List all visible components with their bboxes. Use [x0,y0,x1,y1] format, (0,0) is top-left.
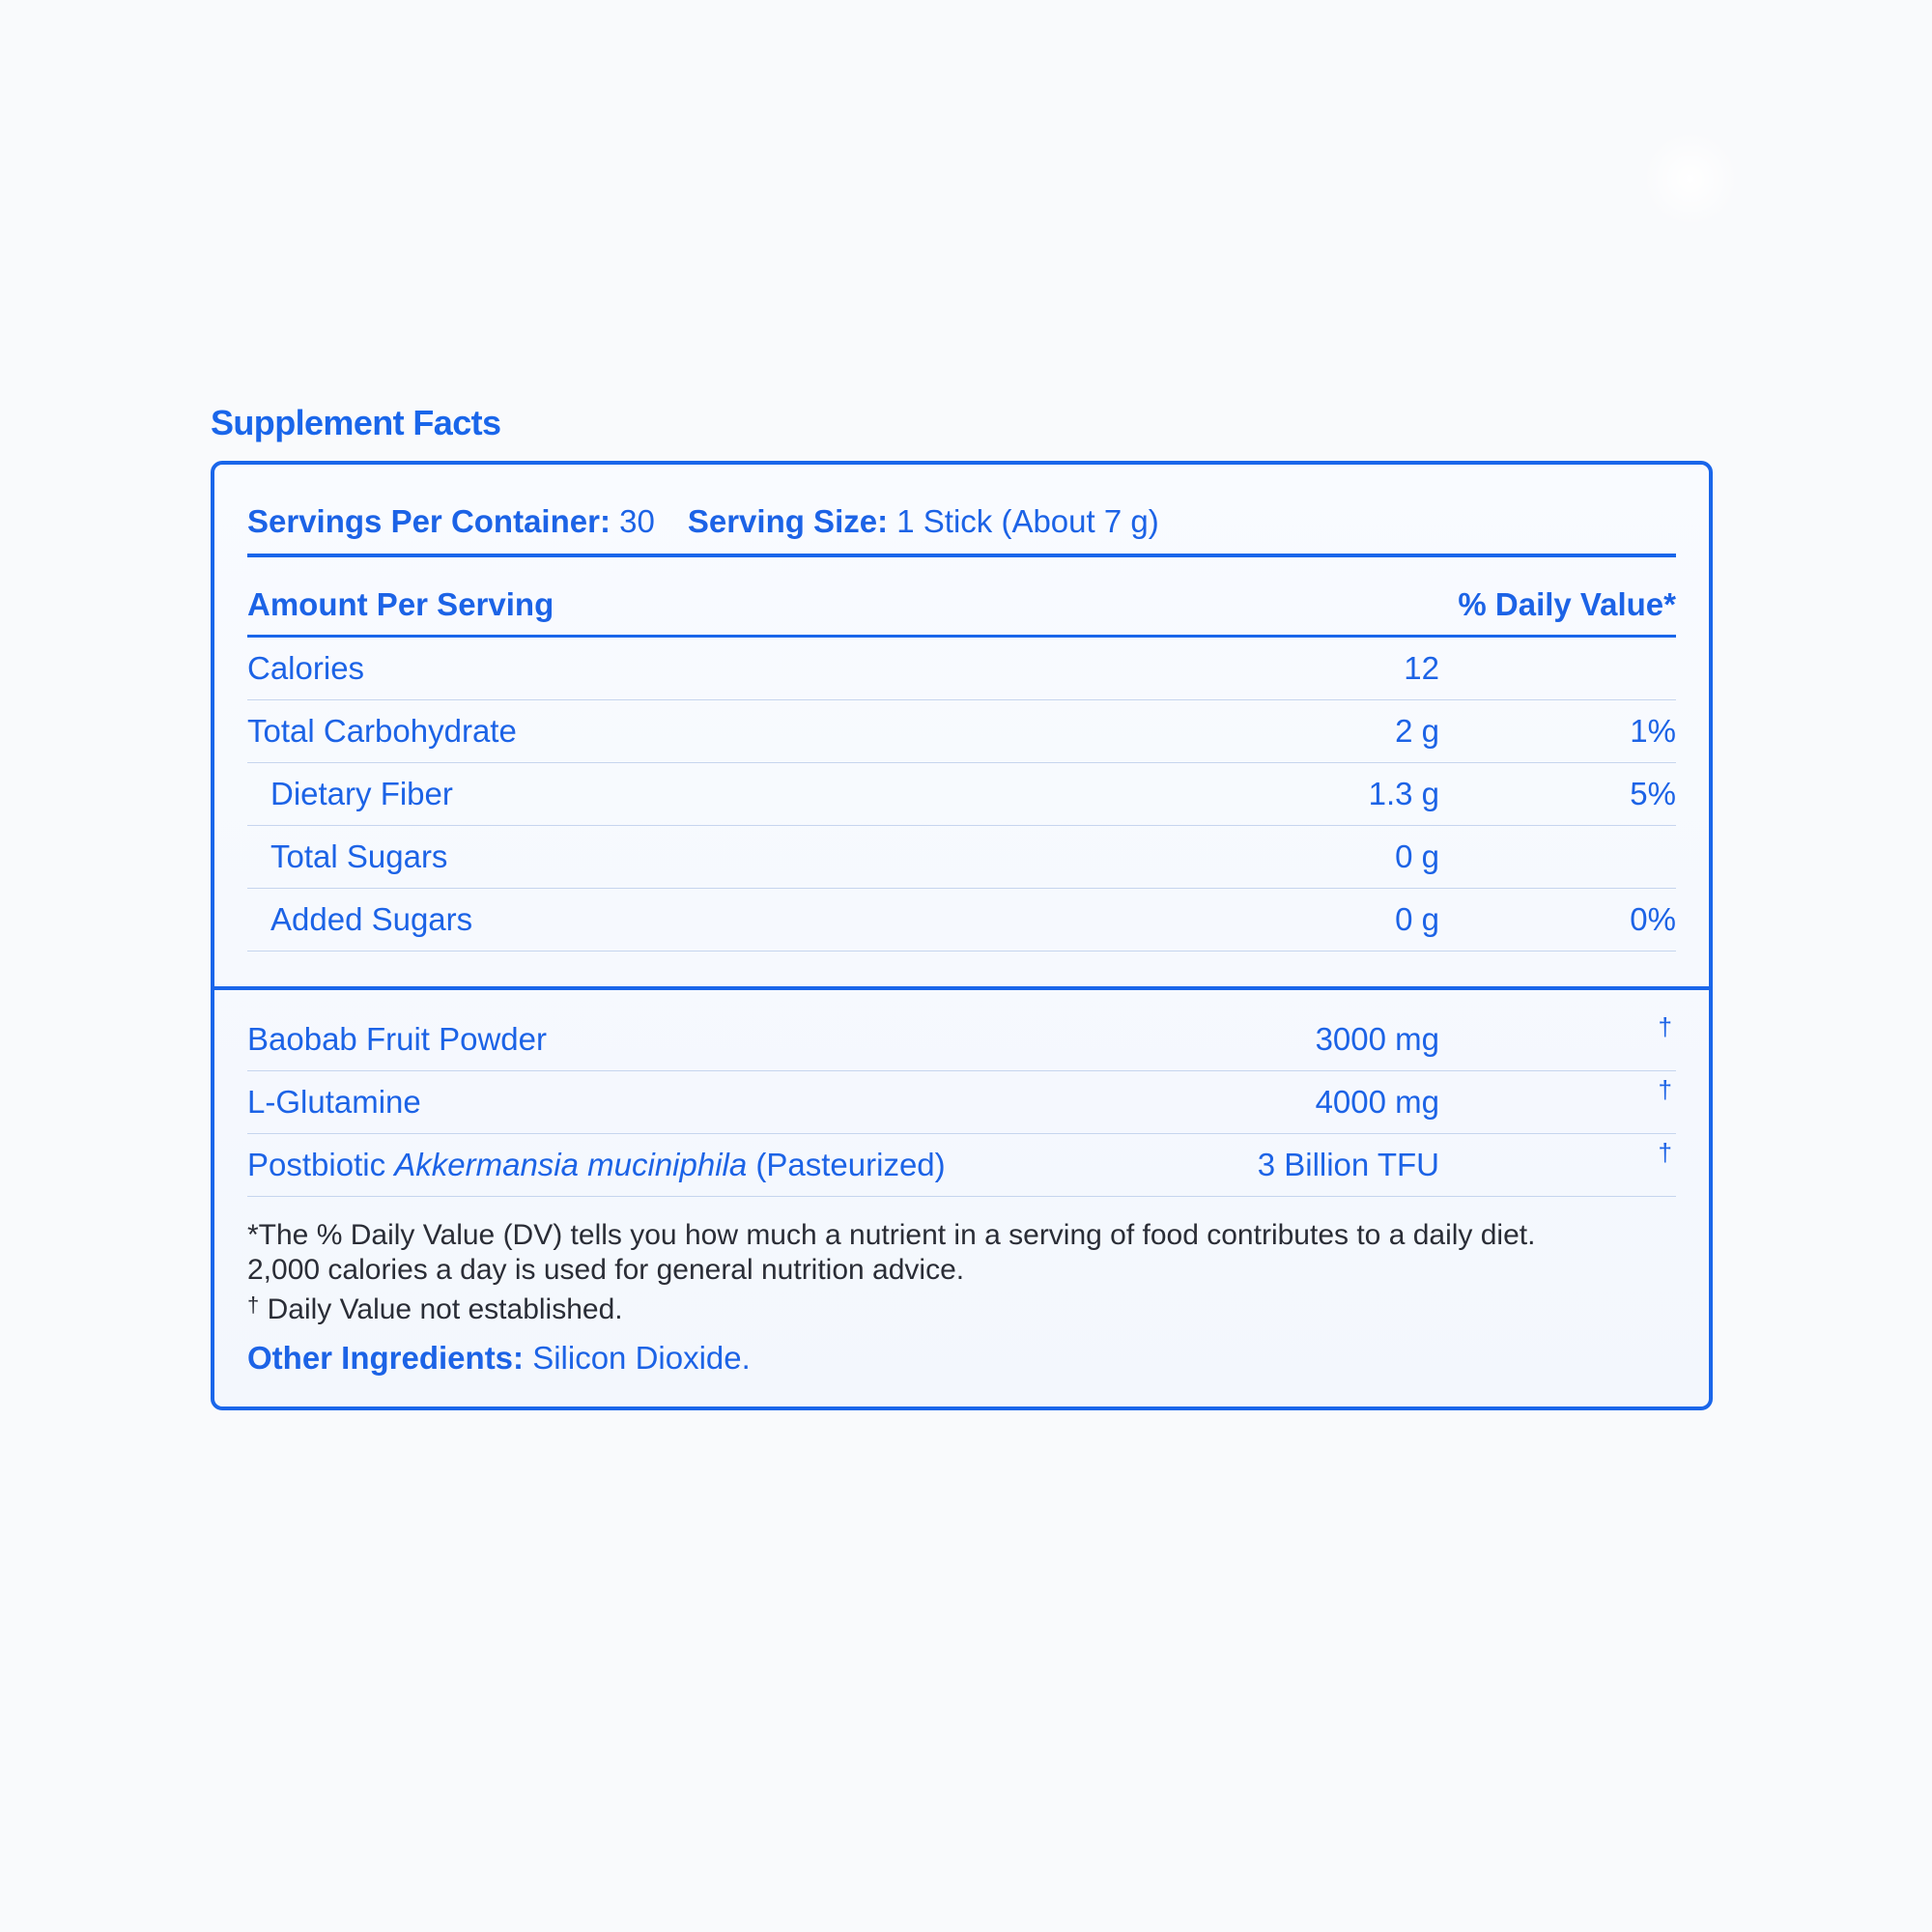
ingredient-amount: 4000 mg [1315,1084,1439,1120]
other-ingredients-label: Other Ingredients: [247,1340,525,1376]
background-glow [1642,130,1739,227]
nutrient-dv: 5% [1630,776,1676,811]
footnotes [247,1218,1676,1327]
serving-size-value: 1 Stick (About 7 g) [896,503,1159,539]
supplement-facts-panel [211,461,1713,1410]
nutrient-name: Total Carbohydrate [247,713,517,749]
footnote-dagger-text: Daily Value not established. [267,1293,623,1325]
nutrient-row-total-carbohydrate [247,700,1676,763]
nutrient-amount: 1.3 g [1368,776,1439,811]
footnote-dagger [247,1288,1676,1327]
nutrient-amount: 12 [1404,650,1439,686]
ingredient-row-postbiotic [247,1134,1676,1197]
ingredient-name-suffix: (Pasteurized) [755,1147,946,1182]
nutrient-amount: 0 g [1395,901,1439,937]
ingredient-name [247,1147,946,1183]
ingredient-name: Baobab Fruit Powder [247,1021,548,1057]
nutrient-name: Dietary Fiber [270,776,453,811]
dagger-mark: † [1658,1075,1672,1104]
dagger-mark: † [247,1293,260,1317]
ingredient-name-species: Akkermansia muciniphila [394,1147,748,1182]
nutrient-name: Calories [247,650,365,686]
ingredient-amount: 3000 mg [1315,1021,1439,1057]
other-ingredients-value: Silicon Dioxide. [532,1340,751,1376]
servings-per-container-label: Servings Per Container: [247,503,611,539]
serving-size-label: Serving Size: [687,503,889,539]
ingredient-row-baobab [247,1009,1676,1071]
divider-section [214,986,1709,990]
nutrient-row-total-sugars [247,826,1676,889]
nutrient-row-calories [247,638,1676,700]
footnote-dv: *The % Daily Value (DV) tells you how much a nutrient in a serving of food contributes to a daily diet. [247,1219,1536,1251]
divider-thick [247,554,1676,557]
ingredient-name: L-Glutamine [247,1084,421,1120]
nutrient-dv: 0% [1630,901,1676,937]
nutrient-row-dietary-fiber [247,763,1676,826]
ingredient-row-l-glutamine [247,1071,1676,1134]
daily-value-label: % Daily Value* [1458,586,1676,622]
amount-per-serving-label: Amount Per Serving [247,586,554,622]
dagger-mark: † [1658,1012,1672,1041]
ingredient-amount: 3 Billion TFU [1257,1147,1439,1182]
nutrient-name: Added Sugars [270,901,473,937]
servings-per-container-value: 30 [619,503,655,539]
ingredient-name-prefix: Postbiotic [247,1147,386,1182]
nutrient-amount: 2 g [1395,713,1439,749]
supplement-facts-title: Supplement Facts [211,403,501,442]
footnote-calories: 2,000 calories a day is used for general nutrition advice. [247,1254,965,1286]
nutrient-dv: 1% [1630,713,1676,749]
other-ingredients [247,1340,751,1377]
dagger-mark: † [1658,1138,1672,1167]
nutrient-amount: 0 g [1395,838,1439,874]
nutrient-row-added-sugars [247,889,1676,952]
servings-row [247,497,1676,546]
nutrient-name: Total Sugars [270,838,448,874]
column-header [247,577,1676,633]
